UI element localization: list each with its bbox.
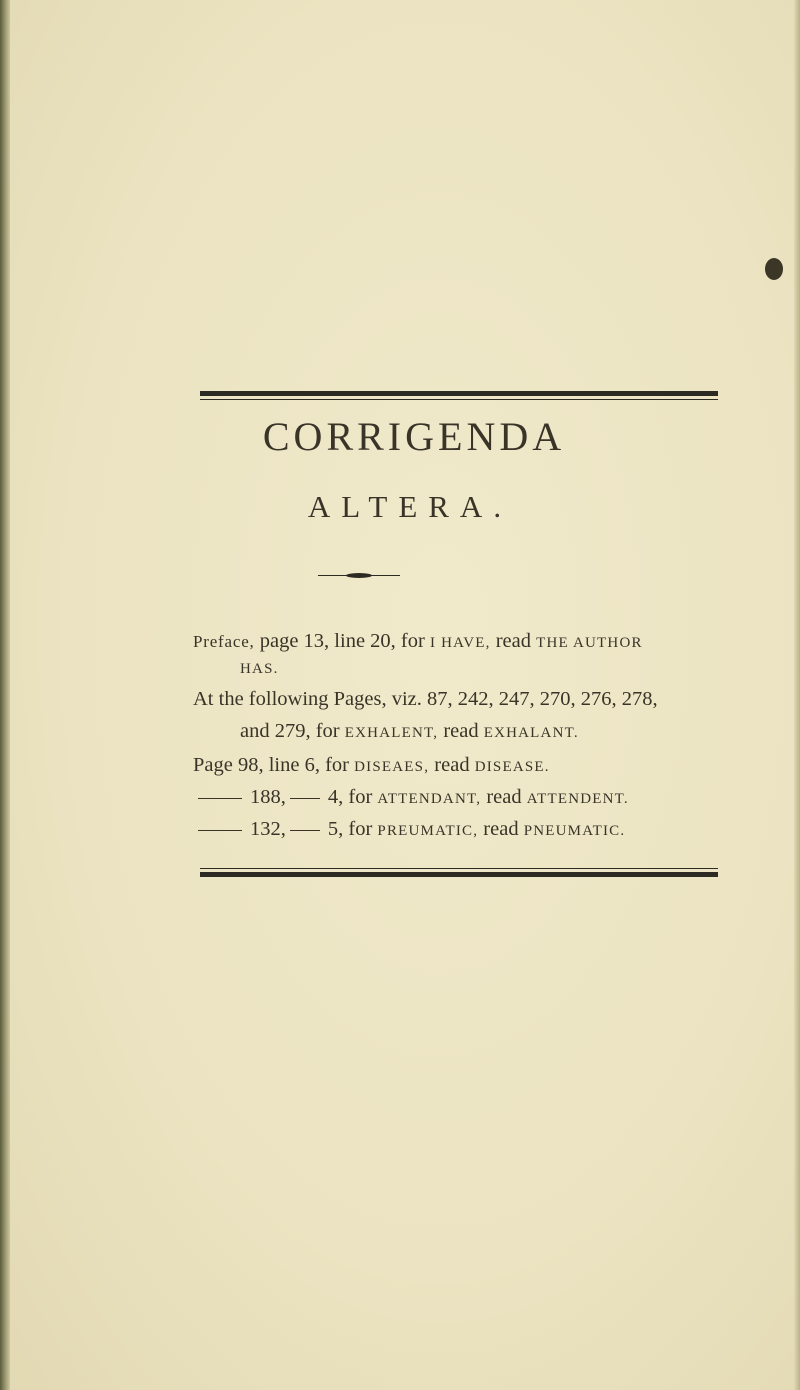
correct-reading: PNEUMATIC. <box>523 823 626 839</box>
entry-pages-line: At the following Pages, viz. 87, 242, 247, 270, 276, 278, <box>193 688 658 710</box>
entry-preface <box>193 628 643 656</box>
entry-page-132 <box>198 816 625 844</box>
top-rule-thin <box>200 399 718 400</box>
corrigenda-heading: CORRIGENDA <box>262 414 566 459</box>
ink-stain <box>765 258 783 280</box>
entry-page: 132, <box>250 818 286 840</box>
correct-reading: EXHALANT. <box>483 725 579 741</box>
entry-following-pages-cont <box>240 718 579 746</box>
correct-reading: THE AUTHOR <box>536 635 643 651</box>
entry-preface-cont <box>240 654 279 682</box>
read-word: read <box>495 630 531 652</box>
read-word: read <box>434 754 470 776</box>
entry-line: 4, for <box>327 786 373 808</box>
wrong-reading: PREUMATIC, <box>377 823 479 839</box>
page-edge <box>794 0 800 1390</box>
ditto-dash <box>290 798 320 799</box>
wrong-reading: EXHALENT, <box>344 725 439 741</box>
entry-line: line 6, for <box>268 754 350 776</box>
top-rule-thick <box>200 391 718 396</box>
binding-edge <box>0 0 10 1390</box>
entry-label: Preface, <box>193 632 255 651</box>
ornamental-divider <box>318 574 400 577</box>
bottom-rule-thick <box>200 872 718 877</box>
correct-reading: DISEASE. <box>474 759 550 775</box>
correct-reading: ATTENDENT. <box>526 791 629 807</box>
read-word: read <box>486 786 522 808</box>
ditto-dash <box>198 798 242 799</box>
bottom-rule-thin <box>200 868 718 869</box>
entry-page: 188, <box>250 786 286 808</box>
entry-text: page 13, line 20, for <box>259 630 425 652</box>
read-word: read <box>483 818 519 840</box>
wrong-reading: DISEAES, <box>354 759 430 775</box>
entry-page-188 <box>198 784 629 812</box>
entry-page-98 <box>193 752 550 780</box>
ditto-dash <box>198 830 242 831</box>
ditto-dash <box>290 830 320 831</box>
entry-text: and 279, for <box>240 720 340 742</box>
wrong-reading: I HAVE, <box>429 635 491 651</box>
correct-reading-cont: HAS. <box>240 661 279 677</box>
entry-following-pages <box>193 686 658 712</box>
entry-label: Page <box>193 754 233 776</box>
entry-page: 98, <box>237 754 264 776</box>
altera-subheading: ALTERA. <box>307 489 513 524</box>
wrong-reading: ATTENDANT, <box>377 791 482 807</box>
read-word: read <box>443 720 479 742</box>
entry-line: 5, for <box>327 818 373 840</box>
